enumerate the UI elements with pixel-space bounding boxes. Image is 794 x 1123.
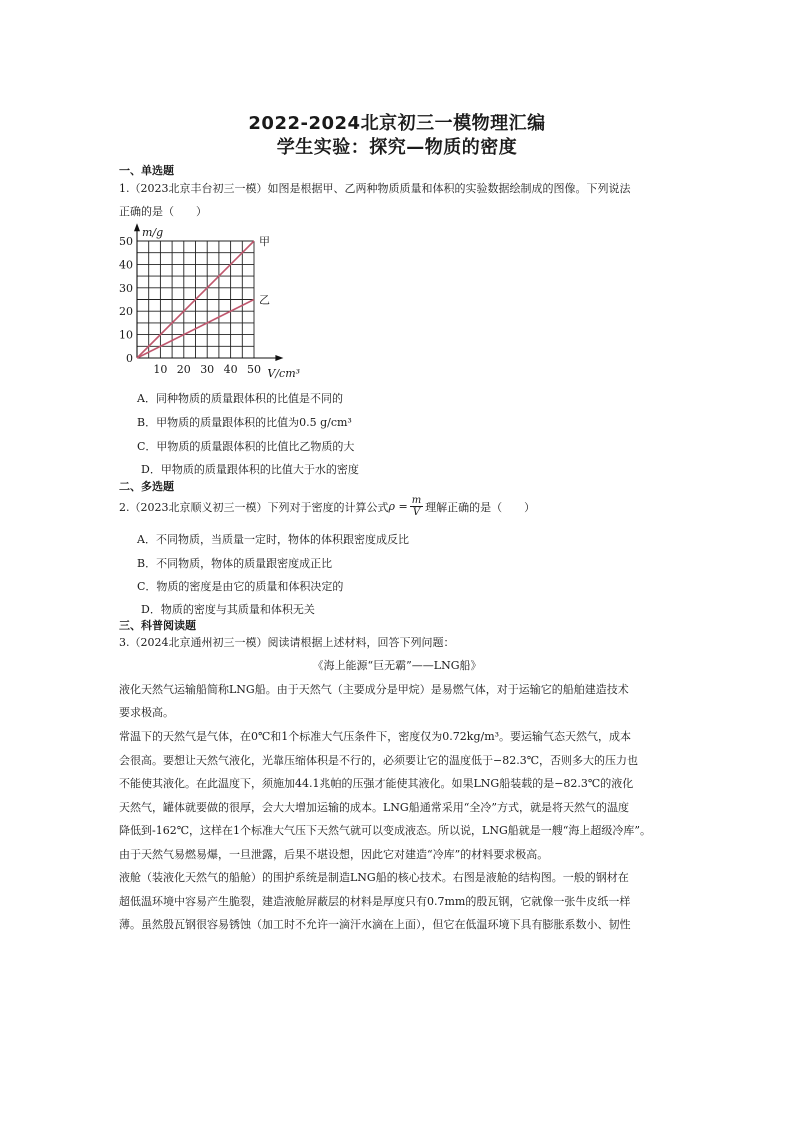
q2-option-b: B．不同物质，物体的质量跟密度成正比 xyxy=(137,557,333,570)
article-line: 要求极高。 xyxy=(119,706,174,719)
formula-denominator: V xyxy=(412,507,421,518)
x-axis-label: V/cm³ xyxy=(267,367,301,380)
y-tick-label: 30 xyxy=(119,281,133,295)
density-formula-rho: ρ = xyxy=(388,500,408,513)
q2-option-c: C．物质的密度是由它的质量和体积决定的 xyxy=(137,580,344,593)
q1-option-b: B．甲物质的质量跟体积的比值为0.5 g/cm³ xyxy=(137,416,352,429)
x-tick-label: 10 xyxy=(153,363,168,376)
y-axis-label: m/g xyxy=(142,226,164,239)
article-line: 不能使其液化。在此温度下，须施加44.1兆帕的压强才能使其液化。如果LNG船装载的是−82.3℃的液化 xyxy=(119,777,634,790)
article-line: 由于天然气易燃易爆，一旦泄露，后果不堪设想，因此它对建造“冷库”的材料要求极高。 xyxy=(119,848,549,861)
section-multiple-choice: 二、多选题 xyxy=(119,480,174,493)
q1-option-a: A．同种物质的质量跟体积的比值是不同的 xyxy=(137,392,343,405)
series-label-yi: 乙 xyxy=(259,293,270,307)
article-line: 会很高。要想让天然气液化，光靠压缩体积是不行的，必须要让它的温度低于−82.3℃，否则多大的压力也 xyxy=(119,754,639,767)
y-tick-label: 0 xyxy=(126,352,133,365)
section-single-choice: 一、单选题 xyxy=(119,164,174,177)
article-line: 超低温环境中容易产生脆裂，建造液舱屏蔽层的材料是厚度只有0.7mm的殷瓦钢，它就像一张牛皮纸一样 xyxy=(119,895,631,908)
y-axis-arrow xyxy=(134,223,140,231)
y-tick-label: 20 xyxy=(119,305,133,319)
article-line: 液舱（装液化天然气的船舱）的围护系统是制造LNG船的核心技术。右图是液舱的结构图。一般的钢材在 xyxy=(119,871,629,884)
article-line: 天然气，罐体就要做的很厚，会大大增加运输的成本。LNG船通常采用“全冷”方式，就是将天然气的温度 xyxy=(119,801,629,814)
q1-stem-line2: 正确的是（ ） xyxy=(119,205,207,218)
article-line: 常温下的天然气是气体，在0℃和1个标准大气压条件下，密度仅为0.72kg/m³。要运输气态天然气，成本 xyxy=(119,730,632,743)
y-tick-label: 50 xyxy=(119,235,133,248)
y-tick-label: 10 xyxy=(119,328,133,342)
q2-stem xyxy=(119,495,535,518)
article-line: 薄。虽然殷瓦钢很容易锈蚀（加工时不允许一滴汗水滴在上面），但它在低温环境下具有膨胀系数小、韧性 xyxy=(119,918,631,931)
article-line: 降低到-162℃，这样在1个标准大气压下天然气就可以变成液态。所以说，LNG船就是一艘“海上超级冷库”。 xyxy=(119,824,651,837)
section-science-reading: 三、科普阅读题 xyxy=(119,619,196,632)
q2-stem-prefix: 2.（2023北京顺义初三一模）下列对于密度的计算公式 xyxy=(119,500,389,514)
x-tick-label: 50 xyxy=(247,363,261,376)
graph-labels xyxy=(119,226,300,380)
mass-volume-graph xyxy=(116,224,301,382)
document-subtitle: 学生实验：探究—物质的密度 xyxy=(276,137,518,158)
series-label-jia: 甲 xyxy=(259,235,270,248)
q3-stem: 3.（2024北京通州初三一模）阅读请根据上述材料，回答下列问题： xyxy=(119,636,455,649)
x-tick-label: 30 xyxy=(200,363,215,376)
q2-option-a: A．不同物质，当质量一定时，物体的体积跟密度成反比 xyxy=(137,533,409,546)
y-tick-label: 40 xyxy=(119,258,133,272)
article-title: 《海上能源“巨无霸”——LNG船》 xyxy=(312,659,482,672)
document-title: 2022-2024北京初三一模物理汇编 xyxy=(248,113,546,134)
q1-option-d: D．甲物质的质量跟体积的比值大于水的密度 xyxy=(141,463,359,476)
q1-option-c: C．甲物质的质量跟体积的比值比乙物质的大 xyxy=(137,440,355,453)
article-line: 液化天然气运输船简称LNG船。由于天然气（主要成分是甲烷）是易燃气体，对于运输它的船舶建造技术 xyxy=(119,683,629,696)
q1-stem-line1: 1.（2023北京丰台初三一模）如图是根据甲、乙两种物质质量和体积的实验数据绘制成的图像。下列说法 xyxy=(119,182,631,195)
density-formula-fraction xyxy=(410,495,423,518)
q2-stem-suffix: 理解正确的是（ ） xyxy=(425,500,536,514)
q2-option-d: D．物质的密度与其质量和体积无关 xyxy=(141,603,315,616)
x-axis-arrow xyxy=(275,355,283,361)
x-tick-label: 40 xyxy=(223,363,238,376)
formula-numerator: m xyxy=(411,495,422,506)
x-tick-label: 20 xyxy=(176,363,191,376)
